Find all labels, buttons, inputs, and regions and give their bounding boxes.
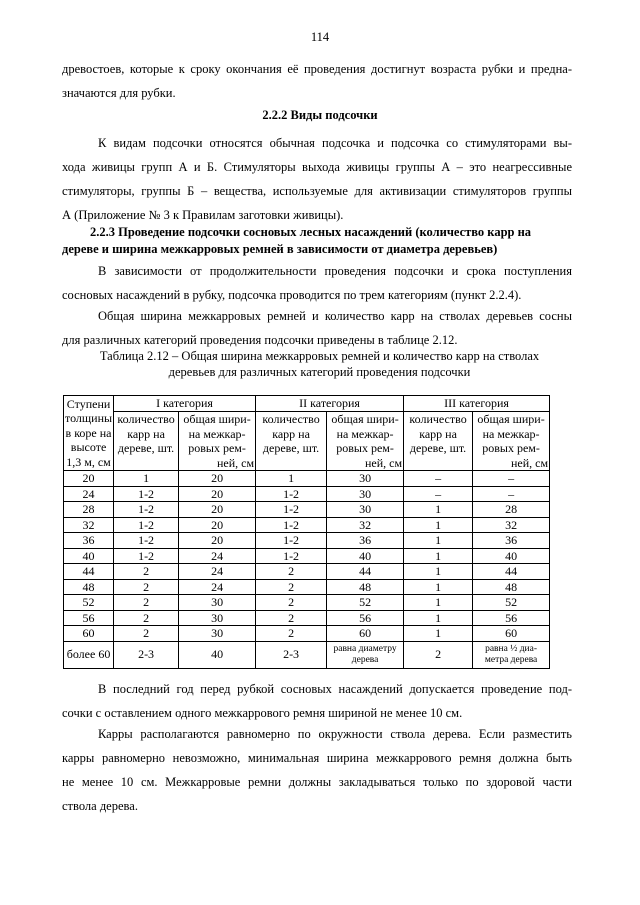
cell-line: дерева [351,654,379,665]
table-cell: 40 [64,548,114,564]
table-cell: 56 [64,610,114,626]
heading-line: дереве и ширина межкарровых ремней в зависимости от диаметра деревьев) [62,242,498,256]
table-cell [327,641,404,668]
header-category-2: II категория [256,396,404,412]
table-cell: 20 [179,533,256,549]
table-cell: 30 [327,502,404,518]
table-cell: – [404,471,473,487]
text-line: В последний год перед рубкой сосновых насаждений допускается проведение под- [98,682,572,696]
table-cell: 2 [114,564,179,580]
table-cell: 2 [114,595,179,611]
header-line: ней, см [364,455,403,470]
header-line: общая шири- [183,412,251,426]
table-cell: 56 [327,610,404,626]
header-line: дереве, шт. [262,441,320,455]
header-line: толщины [65,411,113,426]
table-cell: 24 [179,579,256,595]
table-cell: 32 [327,517,404,533]
table-cell: 30 [179,610,256,626]
table-cell: – [404,486,473,502]
table-cell: 30 [179,595,256,611]
header-line: дереве, шт. [409,441,467,455]
header-line [115,456,177,471]
table-cell: 2-3 [114,641,179,668]
table-cell: 28 [473,502,550,518]
page-number: 114 [310,30,330,44]
header-line: на межкар- [482,426,540,441]
paragraph-width [62,304,572,352]
table-cell: 1 [256,471,327,487]
table-row [64,486,550,502]
table-cell: 2 [404,641,473,668]
table-cell: 2 [256,626,327,642]
table-cell: 1 [404,579,473,595]
table-cell: 1 [404,626,473,642]
text-line: К видам подсочки относятся обычная подсочка и подсочка со стимуляторами вы- [98,136,572,150]
table-cell: 1 [114,471,179,487]
table-row [64,595,550,611]
cell-line: метра дерева [484,654,538,665]
header-count [256,412,327,471]
header-line [257,456,325,471]
header-line: Ступени [66,396,111,411]
table-cell: 28 [64,502,114,518]
table-cell: 52 [64,595,114,611]
table-cell: 2 [256,579,327,595]
table-cell: 20 [64,471,114,487]
table-cell: 1-2 [114,486,179,502]
text-line: значаются для рубки. [62,86,176,100]
table-2-12 [63,395,550,669]
table-cell: 40 [327,548,404,564]
cell-line: равна диаметру [333,643,397,654]
table-cell: 1 [404,595,473,611]
text-line: Общая ширина межкарровых ремней и количество карр на стволах деревьев сосны [98,309,572,323]
header-width [179,412,256,471]
table-caption [62,348,577,380]
table-cell: 20 [179,471,256,487]
table-row [64,502,550,518]
table-cell: 48 [473,579,550,595]
table-cell: – [473,471,550,487]
paragraph-last-year [62,677,572,725]
header-line: карр на [127,426,165,441]
table-cell: 1-2 [114,548,179,564]
table-cell: 44 [327,564,404,580]
table-cell: 1 [404,548,473,564]
text-line: Карры располагаются равномерно по окружности ствола дерева. Если разместить [98,727,572,741]
header-line: на межкар- [188,426,246,441]
header-category-3: III категория [404,396,550,412]
table-cell: 1-2 [114,502,179,518]
text-line: карры равномерно невозможно, минимальная ширина межкаррового ремня должна быть [62,751,572,765]
table-cell: 60 [327,626,404,642]
table-row-last [64,641,550,668]
table-cell: 24 [179,564,256,580]
table-cell: 48 [327,579,404,595]
table-cell: 1 [404,533,473,549]
header-step [64,396,114,471]
header-category-1: I категория [114,396,256,412]
text-line: сосновых насаждений в рубку, подсочка проводится по трем категориям (пункт 2.2.4). [62,288,522,302]
table-cell: – [473,486,550,502]
table-cell: 2 [114,610,179,626]
table-cell: 1-2 [114,533,179,549]
table-cell: 1 [404,502,473,518]
header-width [473,412,550,471]
header-count [114,412,179,471]
header-line: карр на [272,426,310,441]
text-line: для различных категорий проведения подсочки приведены в таблице 2.12. [62,333,458,347]
paragraph-placement [62,722,572,818]
table-cell: 32 [64,517,114,533]
table-cell: 36 [327,533,404,549]
table-row [64,610,550,626]
paragraph-continuation [62,57,572,105]
header-line: количество [262,412,320,426]
table-cell: 2-3 [256,641,327,668]
table-cell: 30 [327,471,404,487]
caption-line: Таблица 2.12 – Общая ширина межкарровых ремней и количество карр на стволах [99,349,540,363]
table-cell: 40 [179,641,256,668]
header-line: количество [409,412,467,426]
header-line: высоте [70,440,107,455]
table-cell: 2 [256,564,327,580]
table-cell: 20 [179,517,256,533]
header-line: ровых рем- [336,441,394,455]
header-line: дереве, шт. [117,441,175,455]
table-row [64,564,550,580]
text-line: ствола дерева. [62,799,138,813]
table-cell: 1-2 [256,517,327,533]
table-row [64,533,550,549]
text-line: древостоев, которые к сроку окончания её проведения достигнут возраста рубки и предна- [62,62,572,76]
table-cell: 52 [473,595,550,611]
caption-line: деревьев для различных категорий проведения подсочки [168,365,471,379]
table-cell: 1-2 [256,486,327,502]
table-cell: 52 [327,595,404,611]
header-line: общая шири- [477,412,545,426]
table-row [64,471,550,487]
table-cell: 32 [473,517,550,533]
table-row [64,548,550,564]
text-line: В зависимости от продолжительности проведения подсочки и срока поступления [98,264,572,278]
table-cell: 1-2 [256,533,327,549]
paragraph-types [62,131,572,227]
header-count [404,412,473,471]
header-line: ровых рем- [482,441,540,455]
table-cell [473,641,550,668]
header-line: 1,3 м, см [66,454,111,469]
header-width [327,412,404,471]
section-heading-2-2-3 [62,224,577,258]
table-cell: 1 [404,564,473,580]
header-line: в коре на [65,425,112,440]
table-cell: более 60 [64,641,114,668]
header-line: карр на [419,426,457,441]
text-line: хода живицы групп А и Б. Стимуляторы выхода живицы группы А – это неагрессивные [62,160,572,174]
text-line: стимуляторы, группы Б – вещества, используемые для активизации стимуляторов группы [62,184,572,198]
table-cell: 2 [114,626,179,642]
table-cell: 36 [64,533,114,549]
table-cell: 60 [473,626,550,642]
header-line: общая шири- [331,412,399,426]
table-cell: 60 [64,626,114,642]
table-body [64,471,550,642]
table-cell: 44 [473,564,550,580]
table-cell: 24 [179,548,256,564]
heading-line: 2.2.3 Проведение подсочки сосновых лесных насаждений (количество карр на [90,225,532,239]
table-cell: 30 [179,626,256,642]
header-line: ней, см [510,455,549,470]
table-cell: 56 [473,610,550,626]
table-cell: 40 [473,548,550,564]
table-cell: 1-2 [114,517,179,533]
table-cell: 48 [64,579,114,595]
text-line: сочки с оставлением одного межкаррового ремня шириной не менее 10 см. [62,706,463,720]
header-line [405,456,471,471]
table-row [64,517,550,533]
text-line: А (Приложение № 3 к Правилам заготовки живицы). [62,208,344,222]
table-cell: 1-2 [256,502,327,518]
table-cell: 2 [256,595,327,611]
table-cell: 1 [404,517,473,533]
table-cell: 30 [327,486,404,502]
header-line: на межкар- [336,426,394,441]
table-cell: 24 [64,486,114,502]
header-line: ровых рем- [188,441,246,455]
table-cell: 1-2 [256,548,327,564]
cell-line: равна ½ диа- [485,643,538,654]
table-cell: 44 [64,564,114,580]
table-cell: 2 [114,579,179,595]
table-cell: 1 [404,610,473,626]
text-line: не менее 10 см. Межкарровые ремни должны закладываться только по здоровой части [62,775,572,789]
table-cell: 20 [179,486,256,502]
table-row [64,579,550,595]
header-line: ней, см [216,455,255,470]
table-row [64,626,550,642]
table-cell: 2 [256,610,327,626]
table-cell: 20 [179,502,256,518]
table-cell: 36 [473,533,550,549]
header-line: количество [117,412,175,426]
section-heading-2-2-2: 2.2.2 Виды подсочки [262,108,378,122]
paragraph-duration [62,259,572,307]
